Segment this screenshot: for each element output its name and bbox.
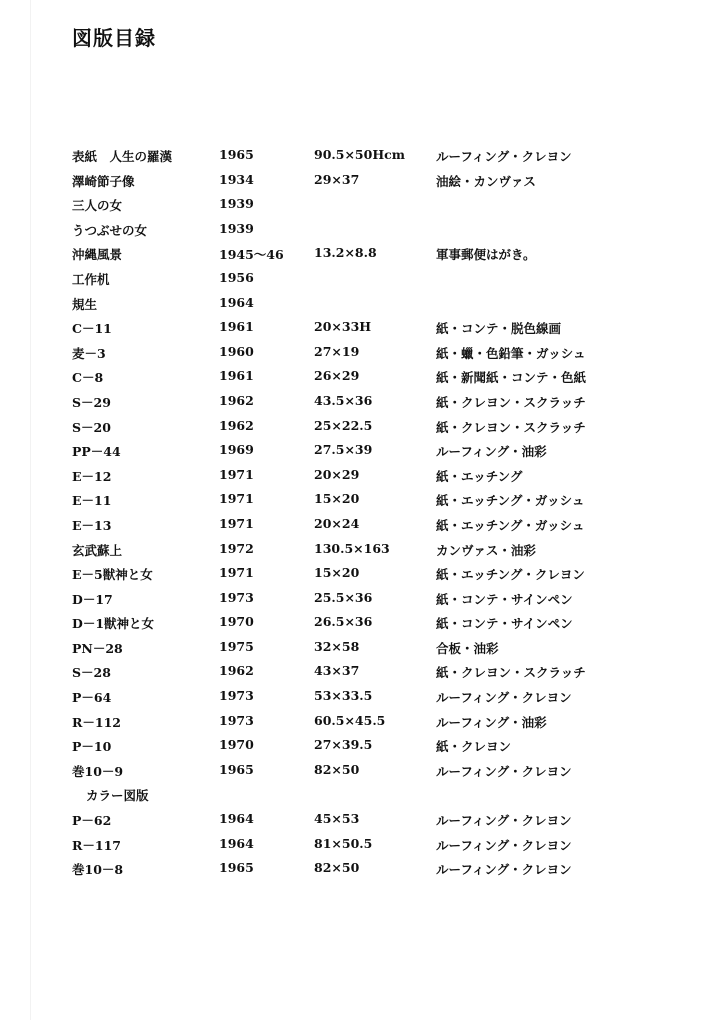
plate-medium: 油絵・カンヴァス — [436, 173, 536, 189]
plate-medium: 紙・コンテ・脱色線画 — [436, 321, 562, 337]
plate-title: P－10 — [72, 739, 112, 755]
catalog-row — [0, 637, 720, 662]
plate-title: うつぶせの女 — [72, 222, 148, 238]
catalog-row — [0, 834, 720, 859]
plate-medium: 紙・エッチング・クレヨン — [436, 567, 585, 583]
catalog-row — [0, 194, 720, 219]
plate-year: 1964 — [219, 835, 254, 851]
plate-year: 1965 — [219, 147, 254, 162]
plate-medium: ルーフィング・油彩 — [436, 444, 547, 460]
plate-year: 1962 — [219, 417, 254, 433]
catalog-row — [0, 809, 720, 834]
plate-year: 1961 — [219, 368, 254, 384]
plate-title: 規生 — [72, 296, 98, 312]
plate-catalog-list — [0, 145, 720, 883]
plate-title: P－62 — [72, 813, 112, 829]
plate-medium: 紙・エッチング・ガッシュ — [436, 517, 585, 533]
plate-title: E－5獣神と女 — [72, 567, 153, 583]
plate-title: C－8 — [72, 370, 104, 386]
plate-year: 1956 — [219, 269, 254, 285]
plate-size: 60.5×45.5 — [314, 712, 386, 728]
plate-medium: ルーフィング・油彩 — [436, 714, 547, 730]
plate-year: 1962 — [219, 392, 254, 408]
catalog-row — [0, 293, 720, 318]
catalog-row — [0, 661, 720, 686]
plate-medium: カンヴァス・油彩 — [436, 542, 536, 558]
plate-year: 1939 — [219, 220, 254, 236]
plate-title: R－117 — [72, 837, 121, 853]
plate-medium: 紙・エッチング — [436, 468, 523, 484]
plate-medium: 紙・コンテ・サインペン — [436, 591, 573, 607]
plate-medium: 紙・新聞紙・コンテ・色紙 — [436, 370, 587, 386]
catalog-row — [0, 465, 720, 490]
catalog-row — [0, 563, 720, 588]
plate-title: S－20 — [72, 419, 111, 435]
plate-size: 25×22.5 — [314, 417, 373, 433]
catalog-row — [0, 391, 720, 416]
catalog-row — [0, 416, 720, 441]
catalog-row — [0, 145, 720, 170]
plate-size: 82×50 — [314, 860, 360, 876]
plate-size: 27.5×39 — [314, 442, 373, 458]
plate-title: PN－28 — [72, 640, 123, 656]
plate-medium: 紙・クレヨン — [436, 739, 512, 755]
plate-medium: ルーフィング・クレヨン — [436, 149, 572, 164]
plate-size: 90.5×50Hcm — [314, 147, 405, 162]
plate-size: 43.5×36 — [314, 392, 373, 408]
plate-title: 巻10－8 — [72, 862, 124, 878]
plate-medium: 合板・油彩 — [436, 640, 499, 656]
plate-title: E－11 — [72, 493, 112, 509]
plate-title: 巻10－9 — [72, 763, 124, 779]
plate-title: カラー図版 — [86, 788, 149, 804]
plate-year: 1964 — [219, 811, 254, 827]
plate-size: 81×50.5 — [314, 835, 373, 851]
plate-size: 20×33H — [314, 319, 372, 335]
catalog-row — [0, 243, 720, 268]
plate-title: 沖縄風景 — [72, 247, 123, 263]
plate-title: 澤崎節子像 — [72, 173, 135, 189]
plate-size: 20×29 — [314, 466, 360, 482]
plate-size: 13.2×8.8 — [314, 245, 377, 261]
plate-size: 20×24 — [314, 515, 360, 531]
plate-size: 32×58 — [314, 638, 360, 654]
plate-year: 1972 — [219, 540, 254, 556]
plate-title: C－11 — [72, 321, 112, 337]
plate-year: 1973 — [219, 688, 254, 704]
plate-title: 玄武蘇上 — [72, 542, 123, 558]
plate-year: 1939 — [219, 196, 254, 212]
plate-title: 工作机 — [72, 271, 110, 287]
catalog-row — [0, 219, 720, 244]
catalog-row — [0, 489, 720, 514]
plate-year: 1969 — [219, 442, 254, 458]
plate-year: 1970 — [219, 614, 254, 630]
plate-size: 15×20 — [314, 491, 360, 507]
plate-title: E－12 — [72, 468, 112, 484]
plate-size: 15×20 — [314, 565, 360, 581]
plate-medium: ルーフィング・クレヨン — [436, 763, 572, 779]
plate-medium: 紙・エッチング・ガッシュ — [436, 493, 585, 509]
catalog-row — [0, 342, 720, 367]
plate-title: 麦－3 — [72, 345, 106, 361]
plate-size: 53×33.5 — [314, 688, 373, 704]
plate-year: 1960 — [219, 343, 254, 359]
catalog-row — [0, 514, 720, 539]
plate-medium: 軍事郵便はがき。 — [436, 247, 536, 263]
plate-year: 1973 — [219, 589, 254, 605]
plate-size: 130.5×163 — [314, 540, 390, 556]
plate-year: 1971 — [219, 466, 254, 482]
catalog-row — [0, 170, 720, 195]
plate-title: E－13 — [72, 517, 112, 533]
catalog-row — [0, 735, 720, 760]
plate-size: 82×50 — [314, 761, 360, 777]
plate-size: 43×37 — [314, 663, 360, 679]
catalog-row — [0, 760, 720, 785]
plate-medium: ルーフィング・クレヨン — [436, 690, 572, 706]
plate-medium: 紙・クレヨン・スクラッチ — [436, 394, 586, 410]
plate-year: 1945～46 — [219, 247, 284, 263]
plate-medium: ルーフィング・クレヨン — [436, 837, 572, 853]
plate-year: 1973 — [219, 712, 254, 728]
section-heading — [0, 784, 720, 809]
plate-size: 27×39.5 — [314, 737, 373, 753]
plate-title: R－112 — [72, 714, 121, 730]
plate-year: 1965 — [219, 860, 254, 876]
catalog-row — [0, 588, 720, 613]
plate-medium: 紙・コンテ・サインペン — [436, 616, 573, 632]
plate-size: 45×53 — [314, 811, 360, 827]
catalog-row — [0, 317, 720, 342]
plate-year: 1965 — [219, 761, 254, 777]
plate-size: 29×37 — [314, 171, 360, 187]
plate-medium: 紙・クレヨン・スクラッチ — [436, 665, 586, 681]
catalog-row — [0, 858, 720, 883]
plate-title: 三人の女 — [72, 198, 123, 214]
plate-year: 1970 — [219, 737, 254, 753]
catalog-row — [0, 612, 720, 637]
plate-medium: ルーフィング・クレヨン — [436, 862, 572, 878]
catalog-row — [0, 366, 720, 391]
plate-year: 1971 — [219, 565, 254, 581]
plate-title: D－17 — [72, 591, 113, 607]
plate-size: 27×19 — [314, 343, 360, 359]
catalog-row — [0, 539, 720, 564]
plate-title: PP－44 — [72, 444, 121, 460]
plate-medium: ルーフィング・クレヨン — [436, 813, 572, 829]
plate-year: 1962 — [219, 663, 254, 679]
plate-size: 26×29 — [314, 368, 360, 384]
plate-title: D－1獣神と女 — [72, 616, 155, 632]
plate-size: 26.5×36 — [314, 614, 373, 630]
plate-year: 1964 — [219, 294, 254, 310]
plate-year: 1934 — [219, 171, 254, 187]
plate-size: 25.5×36 — [314, 589, 373, 605]
plate-title: S－28 — [72, 665, 111, 681]
plate-title: P－64 — [72, 690, 112, 706]
plate-year: 1971 — [219, 491, 254, 507]
catalog-row — [0, 268, 720, 293]
catalog-row — [0, 440, 720, 465]
plate-title: S－29 — [72, 394, 111, 410]
catalog-row — [0, 686, 720, 711]
plate-year: 1975 — [219, 638, 254, 654]
plate-year: 1971 — [219, 515, 254, 531]
plate-medium: 紙・蠟・色鉛筆・ガッシュ — [436, 345, 586, 361]
page-title: 図版目録 — [72, 26, 156, 50]
plate-medium: 紙・クレヨン・スクラッチ — [436, 419, 586, 435]
plate-title: 表紙 人生の羅漢 — [72, 149, 173, 164]
catalog-row — [0, 711, 720, 736]
plate-year: 1961 — [219, 319, 254, 335]
